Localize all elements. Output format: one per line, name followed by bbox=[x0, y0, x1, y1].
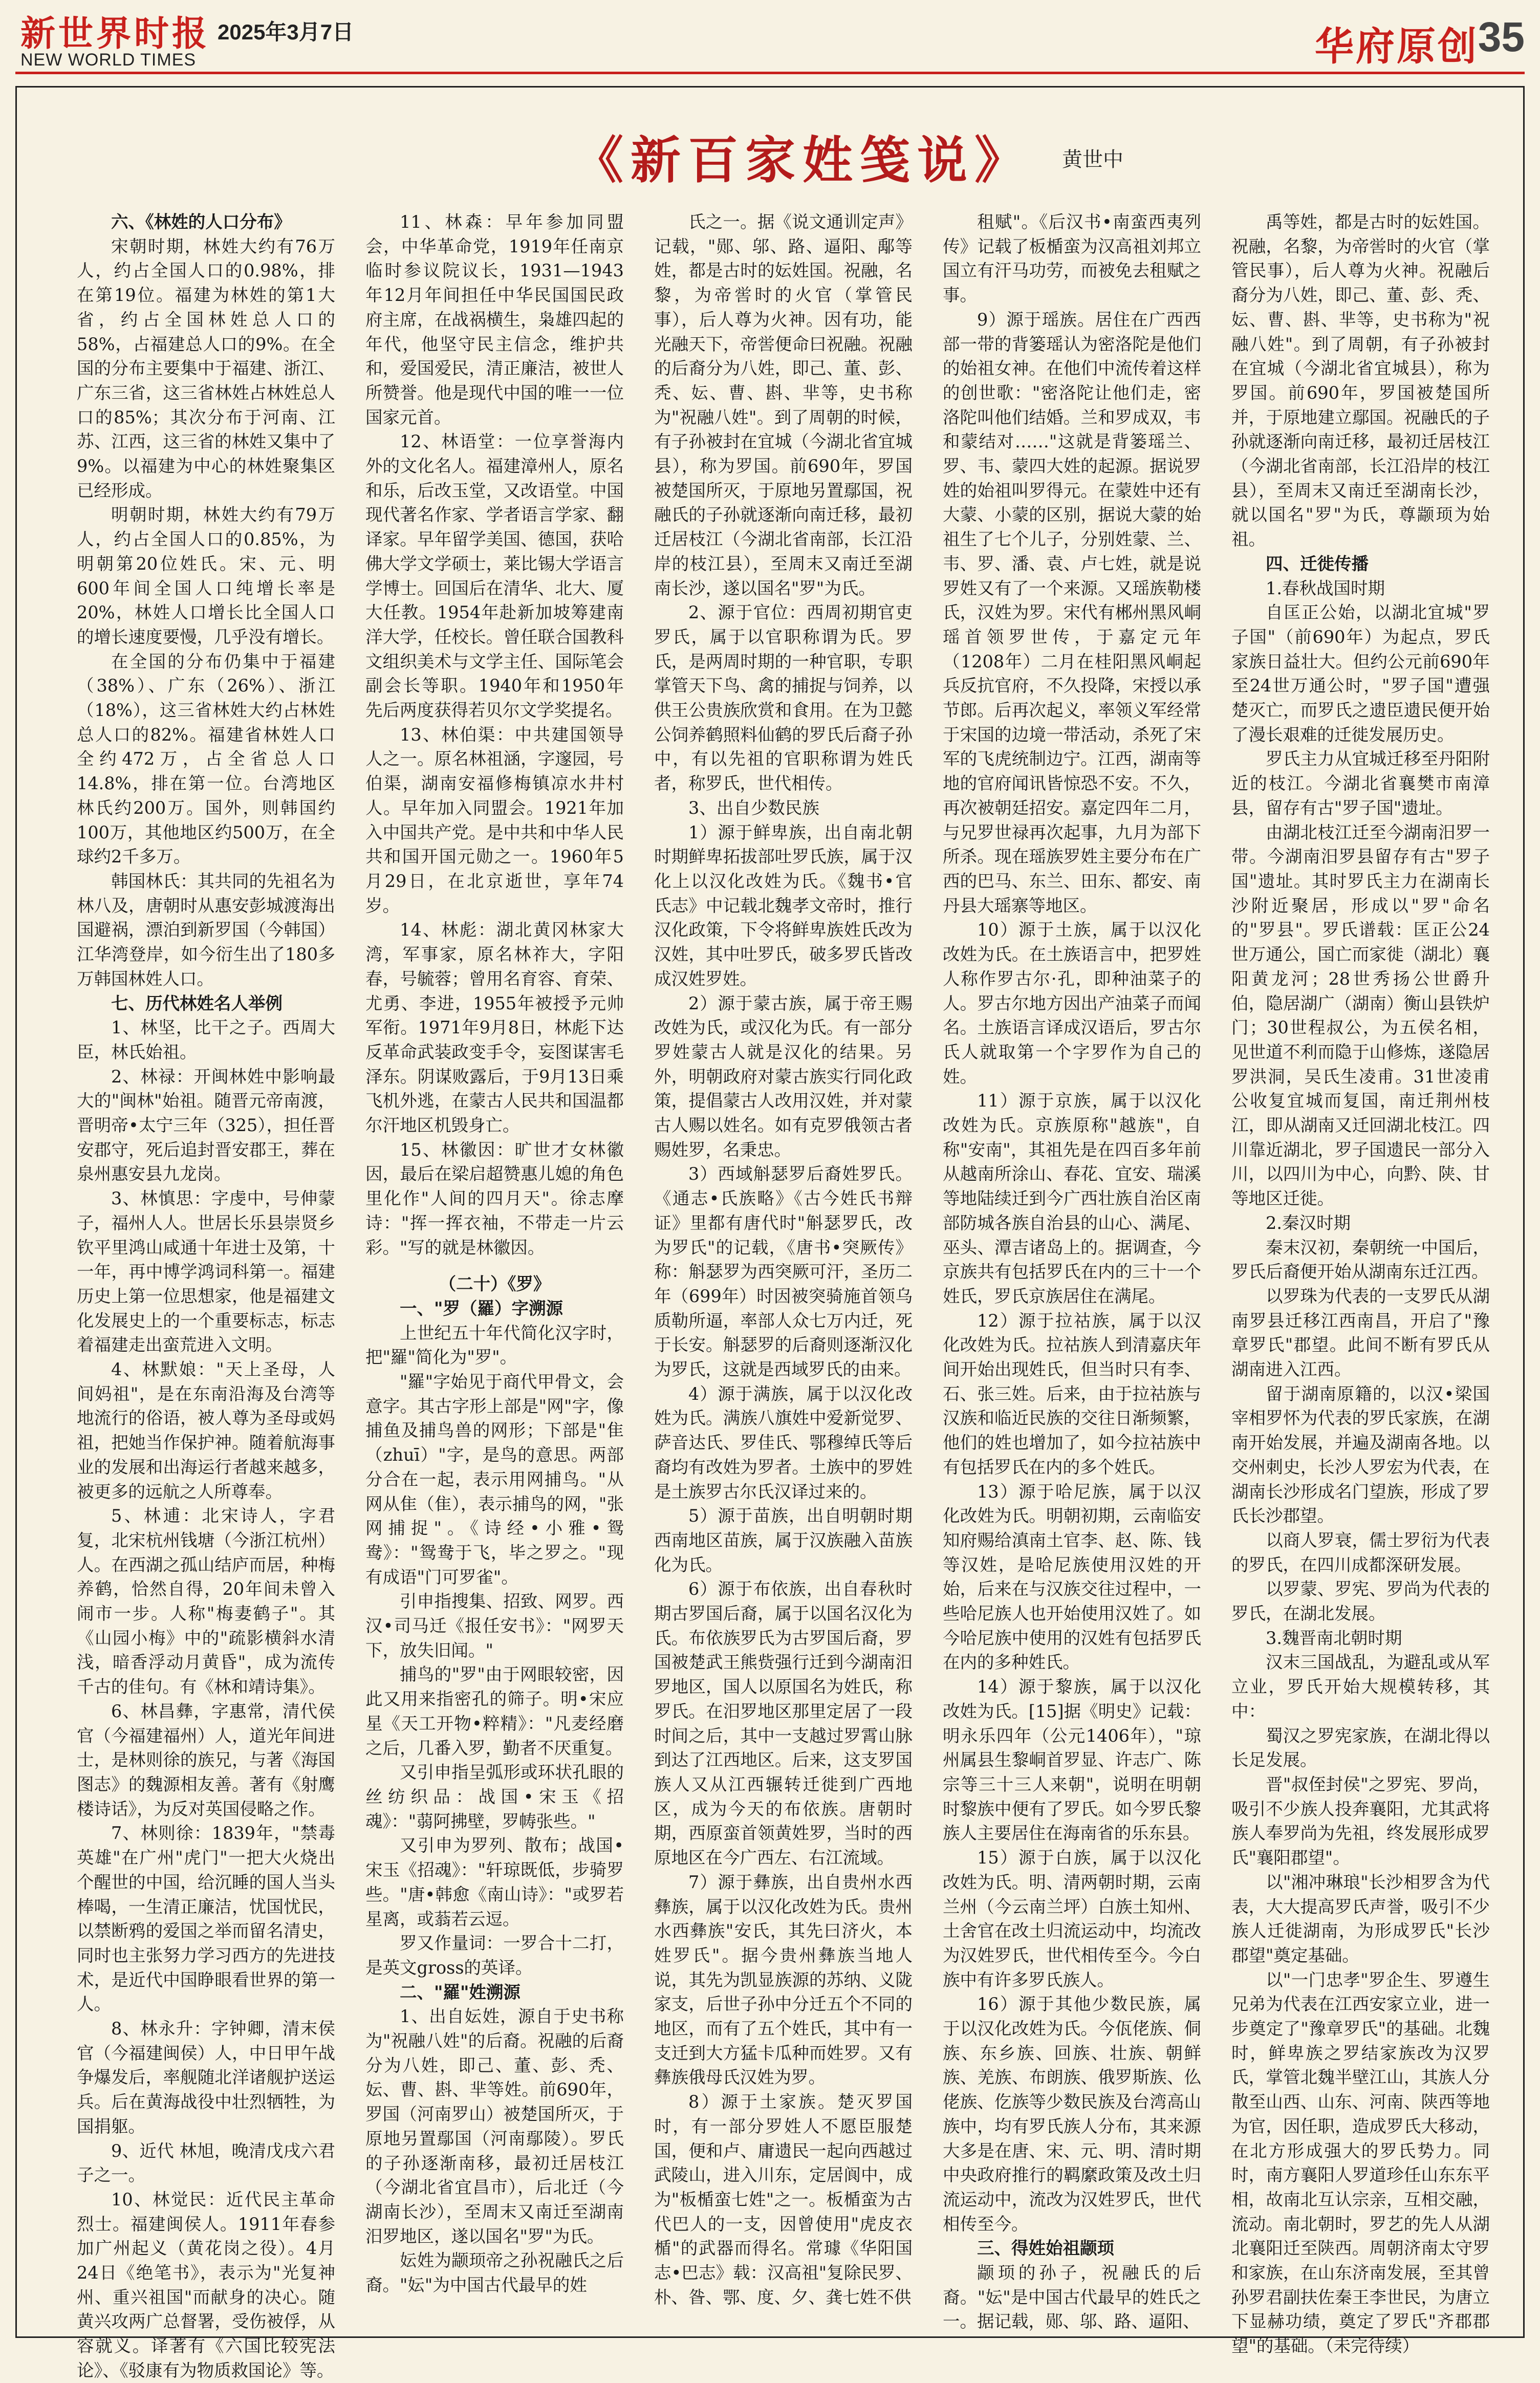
paragraph: 引申指搜集、招致、网罗。西汉•司马迁《报任安书》："网罗天下，放失旧闻。" bbox=[365, 1591, 624, 1660]
paragraph: 9、近代 林旭，晚清戊戌六君子之一。 bbox=[77, 2140, 335, 2185]
paragraph: 罗又作量词：一罗合十二打，是英文gross的英译。 bbox=[365, 1933, 624, 1978]
paragraph: 5）源于苗族，出自明朝时期西南地区苗族，属于汉族融入苗族化为氏。 bbox=[654, 1506, 913, 1575]
section-name: 华府原创 bbox=[1315, 24, 1479, 69]
spacer bbox=[365, 1260, 624, 1272]
article-body bbox=[77, 210, 1520, 2380]
paragraph: 又引申为罗列、散布；战国•宋玉《招魂》："轩琼既低，步骑罗些。"唐•韩愈《南山诗》："或罗若星离，或蓊若云逗。 bbox=[365, 1835, 624, 1929]
paragraph: 明朝时期，林姓大约有79万人，约占全国人口的0.85%，为明朝第20位姓氏。宋、元、明600年间全国人口纯增长率是20%，林姓人口增长比全国人口的增长速度要慢，几乎没有增长。 bbox=[77, 505, 335, 647]
section-heading: （二十）《罗》 bbox=[439, 1274, 551, 1294]
text-column-5 bbox=[1231, 210, 1490, 2356]
paragraph: 秦末汉初，秦朝统一中国后，罗氏后裔便开始从湖南东迁江西。 bbox=[1231, 1237, 1490, 1282]
paragraph: 2.秦汉时期 bbox=[1266, 1212, 1351, 1233]
paragraph: 颛顼的孙子，祝融氏的后裔。"妘"是中国古代最早的姓氏之一。据记载，郧、邬、路、逼阳、 bbox=[943, 2263, 1201, 2332]
paragraph: 自匡正公始，以湖北宜城"罗子国"（前690年）为起点，罗氏家族日益壮大。但约公元前690年至24世万通公时，"罗子国"遭强楚灭亡，而罗氏之遗臣遗民便开始了漫长艰难的迁徙发展历史。 bbox=[1231, 602, 1490, 745]
paragraph: 2、源于官位：西周初期官吏罗氏，属于以官职称谓为氏。罗氏，是两周时期的一种官职，专职掌管天下鸟、禽的捕捉与饲养，以供王公贵族欣赏和食用。在为卫懿公饲养鹤照料仙鹤的罗氏后裔子孙中，有以先祖的官职称谓为姓氏者，称罗氏，世代相传。 bbox=[654, 602, 913, 794]
masthead bbox=[0, 0, 1540, 77]
paragraph: 3.魏晋南北朝时期 bbox=[1266, 1628, 1402, 1648]
paragraph: 14、林彪：湖北黄冈林家大湾，军事家，原名林祚大，字阳春，号毓蓉；曾用名育容、育荣、尤勇、李进，1955年被授予元帅军衔。1971年9月8日，林彪下达反革命武装政变手令，妄图谋害毛泽东。阴谋败露后，于9月13日乘飞机外逃，在蒙古人民共和国温都尔汗地区机毁身亡。 bbox=[365, 920, 624, 1136]
paragraph: 以"一门忠孝"罗企生、罗遵生兄弟为代表在江西安家立业，进一步奠定了"豫章罗氏"的基础。北魏时，鲜卑族之罗结家族改为汉罗氏，掌管北魏半壁江山，其族人分散至山西、山东、河南、陕西等地为官，因任职，造成罗氏大移动，在北方形成强大的罗氏势力。同时，南方襄阳人罗道珍任山东东平相，故南北互认宗亲，互相交融，流动。南北朝时，罗艺的先人从湖北襄阳迁至陕西。周朝济南太守罗和家族，在山东济南发展，至其曾孙罗君副扶佐秦王李世民，为唐立下显赫功绩，奠定了罗氏"齐郡郡望"的基础。（未完待续） bbox=[1231, 1969, 1490, 2356]
page-number: 35 bbox=[1478, 14, 1525, 60]
paragraph: 6、林昌彝，字惠常，清代侯官（今福建福州）人，道光年间进士，是林则徐的族兄，与著《海国图志》的魏源相友善。著有《射鹰楼诗话》，为反对英国侵略之作。 bbox=[77, 1701, 335, 1819]
paragraph: 14）源于黎族，属于以汉化改姓为氏。[15]据《明史》记载：明永乐四年（公元1406年），"琼州属县生黎峒首罗显、许志广、陈宗等三十三人来朝"，说明在明朝时黎族中便有了罗氏。如今罗氏黎族人主要居住在海南省的乐东县。 bbox=[943, 1677, 1201, 1844]
section-heading: 三、得姓始祖颛顼 bbox=[977, 2238, 1114, 2259]
paragraph: 9）源于瑶族。居住在广西西部一带的背篓瑶认为密洛陀是他们的始祖女神。在他们中流传着这样的创世歌："密洛陀让他们走，密洛陀叫他们结婚。兰和罗成双，韦和蒙结对……"这就是背篓瑶兰、罗、韦、蒙四大姓的起源。据说罗姓的始祖叫罗得元。在蒙姓中还有大蒙、小蒙的区别，据说大蒙的始祖生了七个儿子，分别姓蒙、兰、韦、罗、潘、袁、卢七姓，就是说罗姓又有了一个来源。又瑶族勒楼氏，汉姓为罗。宋代有郴州黑风峒瑶首领罗世传，于嘉定元年（1208年）二月在桂阳黑风峒起兵反抗官府，不久投降，宋授以承节郎。后再次起义，率领义军经常于宋国的边境一带活动，杀死了宋军的飞虎统制边宁。江西，湖南等地的官府闻讯皆惊恐不安。不久，再次被朝廷招安。嘉定四年二月，与兄罗世禄再次起事，九月为部下所杀。现在瑶族罗姓主要分布在广西的巴马、东兰、田东、都安、南丹县大瑶寨等地区。 bbox=[943, 309, 1201, 916]
section-heading: 六、《林姓的人口分布》 bbox=[111, 212, 291, 232]
text-column-4 bbox=[943, 210, 1201, 2334]
paragraph: 罗氏主力从宜城迁移至丹阳附近的枝江。今湖北省襄樊市南漳县，留存有古"罗子国"遗址。 bbox=[1231, 749, 1490, 818]
paragraph: 10、林觉民：近代民主革命烈士。福建闽侯人。1911年春参加广州起义（黄花岗之役）。4月24日《绝笔书》，表示为"光复神州、重兴祖国"而献身的决心。随黄兴攻两广总督署，受伤被俘，从容就义。译著有《六国比较宪法论》、《驳康有为物质救国论》等。 bbox=[77, 2189, 335, 2380]
text-column-3 bbox=[654, 210, 913, 2334]
paragraph: 16）源于其他少数民族，属于以汉化改姓为氏。今佤佬族、侗族、东乡族、回族、壮族、朝鲜族、羌族、布朗族、俄罗斯族、仫佬族、仡族等少数民族及台湾高山族中，均有罗氏族人分布，其来源大多是在唐、宋、元、明、清时期中央政府推行的羁縻政策及改土归流运动中，流改为汉姓罗氏，世代相传至今。 bbox=[943, 1994, 1201, 2234]
paragraph: 1、林坚，比干之子。西周大臣，林氏始祖。 bbox=[77, 1017, 335, 1062]
section-heading: 一、"罗（羅）字溯源 bbox=[400, 1298, 563, 1318]
paragraph: 4、林默娘："天上圣母，人间妈祖"，是在东南沿海及台湾等地流行的俗语，被人尊为圣母或妈祖，把她当作保护神。随着航海事业的发展和出海运行者越来越多，被更多的远航之人所尊奉。 bbox=[77, 1359, 335, 1502]
paragraph: 氏之一。据《说文通训定声》记载，"郧、邬、路、逼阳、鄅等姓，都是古时的妘姓国。祝融，名黎，为帝喾时的火官（掌管民事），后人尊为火神。因有功，能光融天下，帝喾便命曰祝融。祝融的后裔分为八姓，即己、董、彭、秃、妘、曹、斟、芈等，史书称为"祝融八姓"。到了周朝的时候，有子孙被封在宜城（今湖北省宜城县），称为罗国。前690年，罗国被楚国所灭，于原地另置鄢国，祝融氏的子孙就逐渐向南迁移，最初迁居枝江（今湖北省南部，长江沿岸的枝江县），至周末又南迁至湖南长沙，遂以国名"罗"为氏。 bbox=[654, 212, 913, 598]
paragraph: 1、出自妘姓，源自于史书称为"祝融八姓"的后裔。祝融的后裔分为八姓，即己、董、彭、秃、妘、曹、斟、芈等姓。前690年，罗国（河南罗山）被楚国所灭，于原地另置鄢国（河南鄢陵）。罗氏的子孙逐渐南移，最初迁居枝江（今湖北省宜昌市），后北迁（今湖南长沙），至周末又南迁至湖南汨罗地区，遂以国名"罗"为氏。 bbox=[365, 2006, 624, 2246]
paragraph: 13）源于哈尼族，属于以汉化改姓为氏。明朝初期，云南临安知府赐给滇南土官李、赵、陈、钱等汉姓，是哈尼族使用汉姓的开始，后来在与汉族交往过程中，一些哈尼族人也开始使用汉姓了。如今哈尼族中使用的汉姓有包括罗氏在内的多种姓氏。 bbox=[943, 1481, 1201, 1673]
issue-date: 2025年3月7日 bbox=[218, 20, 354, 44]
paragraph: 妘姓为颛顼帝之孙祝融氏之后裔。"妘"为中国古代最早的姓 bbox=[365, 2250, 624, 2295]
paragraph: 7、林则徐：1839年，"禁毒英雄"在广州"虎门"一把大火烧出个醒世的中国，给沉睡的国人当头棒喝，一生清正廉洁，忧国忧民，以禁断鸦的爱国之举而留名清史，同时也主张努力学习西方的先进技术，是近代中国睁眼看世界的第一人。 bbox=[77, 1823, 335, 2014]
paragraph: 宋朝时期，林姓大约有76万人，约占全国人口的0.98%，排在第19位。福建为林姓的第1大省，约占全国林姓总人口的58%，占福建总人口的9%。在全国的分布主要集中于福建、浙江、广东三省，这三省林姓占林姓总人口的85%；其次分布于河南、江苏、江西，这三省的林姓又集中了9%。以福建为中心的林姓聚集区已经形成。 bbox=[77, 236, 335, 501]
section-heading: 二、"羅"姓溯源 bbox=[400, 1982, 520, 2002]
paragraph: 汉末三国战乱，为避乱或从军立业，罗氏开始大规模转移，其中： bbox=[1231, 1652, 1490, 1721]
newspaper-name-english: NEW WORLD TIMES bbox=[20, 50, 197, 70]
paragraph: 8、林永升：字钟卿，清末侯官（今福建闽侯）人，中日甲午战争爆发后，率舰随北洋诸舰护送运兵。后在黄海战役中壮烈牺牲，为国捐躯。 bbox=[77, 2019, 335, 2136]
paragraph: 捕鸟的"罗"由于网眼较密，因此又用来指密孔的筛子。明•宋应星《天工开物•粹精》："凡麦经磨之后，几番入罗，勤者不厌重复。 bbox=[365, 1664, 624, 1758]
paragraph: 上世纪五十年代简化汉字时，把"羅"简化为"罗"。 bbox=[365, 1323, 624, 1368]
paragraph: 晋"叔侄封侯"之罗宪、罗尚，吸引不少族人投奔襄阳，尤其武将族人奉罗尚为先祖，终发展形成罗氏"襄阳郡望"。 bbox=[1231, 1774, 1490, 1868]
paragraph: 蜀汉之罗宪家族，在湖北得以长足发展。 bbox=[1231, 1725, 1490, 1770]
paragraph: 以"湘冲琳琅"长沙相罗含为代表，大大提高罗氏声誉，吸引不少族人迁徙湖南，为形成罗氏"长沙郡望"奠定基础。 bbox=[1231, 1872, 1490, 1965]
paragraph: 禹等姓，都是古时的妘姓国。祝融，名黎，为帝喾时的火官（掌管民事），后人尊为火神。祝融后裔分为八姓，即己、董、彭、秃、妘、曹、斟、芈等，史书称为"祝融八姓"。到了周朝，有子孙被封在宜城（今湖北省宜城县），称为罗国。前690年，罗国被楚国所并，于原地建立鄢国。祝融氏的子孙就逐渐向南迁移，最初迁居枝江（今湖北省南部，长江沿岸的枝江县），至周末又南迁至湖南长沙，就以国名"罗"为氏，尊颛顼为始祖。 bbox=[1231, 212, 1490, 550]
paragraph: 12）源于拉祜族，属于以汉化改姓为氏。拉祜族人到清嘉庆年间开始出现姓氏，但当时只有李、石、张三姓。后来，由于拉祜族与汉族和临近民族的交往日渐频繁，他们的姓也增加了，如今拉祜族中有包括罗氏在内的多个姓氏。 bbox=[943, 1310, 1201, 1477]
paragraph: 13、林伯渠：中共建国领导人之一。原名林祖涵，字邃园，号伯渠，湖南安福修梅镇凉水井村人。早年加入同盟会。1921年加入中国共产党。是中共和中华人民共和国开国元勋之一。1960年5月29日，在北京逝世，享年74岁。 bbox=[365, 724, 624, 916]
paragraph: 1）源于鲜卑族，出自南北朝时期鲜卑拓拔部吐罗氏族，属于汉化上以汉化改姓为氏。《魏书•官氏志》中记载北魏孝文帝时，推行汉化政策，下令将鲜卑族姓氏改为汉姓，其中吐罗氏，破多罗氏皆改成汉姓罗姓。 bbox=[654, 822, 913, 989]
text-column-1 bbox=[77, 210, 335, 2380]
paragraph: 3、出自少数民族 bbox=[688, 797, 819, 818]
article-title: 《新百家姓笺说》 bbox=[573, 131, 1032, 190]
paragraph: 2、林禄：开闽林姓中影响最大的"闽林"始祖。随晋元帝南渡，晋明帝•太宁三年（325），担任晋安郡守，死后追封晋安郡王，葬在泉州惠安县九龙岗。 bbox=[77, 1066, 335, 1184]
article-author: 黄世中 bbox=[1062, 148, 1123, 171]
paragraph: 韩国林氏：其共同的先祖名为林八及，唐朝时从惠安彭城渡海出国避祸，漂泊到新罗国（今韩国）江华湾登岸，如今衍生出了180多万韩国林姓人口。 bbox=[77, 871, 335, 989]
paragraph: 15）源于白族，属于以汉化改姓为氏。明、清两朝时期，云南兰州（今云南兰坪）白族土知州、土舍官在改土归流运动中，均流改为汉姓罗氏，世代相传至今。今白族中有许多罗氏族人。 bbox=[943, 1848, 1201, 1990]
paragraph: 8）源于土家族。楚灭罗国时，有一部分罗姓人不愿臣服楚国，便和卢、庸遗民一起向西越过武陵山，进入川东，定居阆中，成为"板楯蛮七姓"之一。板楯蛮为古代巴人的一支，因曾使用"虎皮衣楯"的武器而得名。常璩《华阳国志•巴志》载：汉高祖"复除民罗、朴、昝、鄂、度、夕、龚七姓不供 bbox=[654, 2092, 913, 2307]
paragraph: 15、林徽因：旷世才女林徽因，最后在梁启超赞惠儿媳的角色里化作"人间的四月天"。徐志摩诗："挥一挥衣袖，不带走一片云彩。"写的就是林徽因。 bbox=[365, 1139, 624, 1258]
paragraph: "羅"字始见于商代甲骨文，会意字。其古字形上部是"网"字，像捕鱼及捕鸟兽的网形；下部是"隹（zhuī）"字，是鸟的意思。两部分合在一起，表示用网捕鸟。"从网从隹（隹），表示捕鸟的网，"张网捕捉"。《诗经•小雅•鸳鸯》："鸳鸯于飞，毕之罗之。"现有成语"门可罗雀"。 bbox=[365, 1372, 624, 1587]
paragraph: 6）源于布依族，出自春秋时期古罗国后裔，属于以国名汉化为氏。布依族罗氏为古罗国后裔，罗国被楚武王熊赀强行迁到今湖南汨罗地区，国人以原国名为姓氏，称罗氏。在汨罗地区那里定居了一段时间之后，其中一支越过罗霄山脉到达了江西地区。后来，这支罗国族人又从江西辗转迁徙到广西地区，成为今天的布依族。唐朝时期，西原蛮首领黄姓罗，当时的西原地区在今广西左、右江流域。 bbox=[654, 1579, 913, 1868]
paragraph: 12、林语堂：一位享誉海内外的文化名人。福建漳州人，原名和乐，后改玉堂，又改语堂。中国现代著名作家、学者语言学家、翻译家。早年留学美国、德国，获哈佛大学文学硕士，莱比锡大学语言学博士。回国后在清华、北大、厦大任教。1954年赴新加坡筹建南洋大学，任校长。曾任联合国教科文组织美术与文学主任、国际笔会副会长等职。1940年和1950年先后两度获得若贝尔文学奖提名。 bbox=[365, 431, 624, 721]
paragraph: 1.春秋战国时期 bbox=[1266, 578, 1385, 598]
paragraph: 10）源于土族，属于以汉化改姓为氏。在土族语言中，把罗姓人称作罗古尔·孔，即种油菜子的人。罗古尔地方因出产油菜子而闻名。土族语言译成汉语后，罗古尔氏人就取第一个字罗作为自己的姓。 bbox=[943, 920, 1201, 1087]
paragraph: 由湖北枝江迁至今湖南汨罗一带。今湖南汨罗县留存有古"罗子国"遗址。其时罗氏主力在湖南长沙附近聚居，形成以"罗"命名的"罗县"。罗氏谱载：匡正公24世万通公，国亡而家徙（湖北）襄阳黄龙河；28世秀扬公世爵升伯，隐居湖广（湖南）衡山县铁炉门；30世程叔公，为五侯名相，见世道不利而隐于山修炼，遂隐居罗洪洞，吴氏生凌甫。31世凌甫公收复宜城而复国，南迁荆州枝江，即从湖南又迁回湖北枝江。四川靠近湖北，罗子国遗民一部分入川，以四川为中心，向黔、陕、甘等地区迁徙。 bbox=[1231, 822, 1490, 1209]
text-column-2 bbox=[365, 210, 624, 2334]
paragraph: 11、林森：早年参加同盟会，中华革命党，1919年任南京临时参议院议长，1931—1943年12月年间担任中华民国国民政府主席，在战祸横生，枭雄四起的年代，他坚守民主信念，维护共和，爱国爱民，清正廉洁，被世人所赞誉。他是现代中国的唯一一位国家元首。 bbox=[365, 212, 624, 427]
paragraph: 3）西域斛瑟罗后裔姓罗氏。《通志•氏族略》《古今姓氏书辩证》里都有唐代时"斛瑟罗氏，改为罗氏"的记载，《唐书•突厥传》称：斛瑟罗为西突厥可汗，圣历二年（699年）时因被突骑施首领乌质勒所逼，率部人众七万内迁，死于长安。斛瑟罗的后裔则逐渐汉化为罗氏，这就是西域罗氏的由来。 bbox=[654, 1164, 913, 1380]
paragraph: 7）源于彝族，出自贵州水西彝族，属于以汉化改姓为氏。贵州水西彝族"安氏，其先曰济火，本姓罗氏"。据今贵州彝族当地人说，其先为凯显族源的苏纳、义陇家支，后世子孙中分迁五个不同的地区，而有了五个姓氏，其中有一支迁到大方猛卡瓜种而姓罗。又有彝族俄母氏汉姓为罗。 bbox=[654, 1872, 913, 2088]
paragraph: 在全国的分布仍集中于福建（38%）、广东（26%）、浙江（18%），这三省林姓大约占林姓总人口的82%。福建省林姓人口全约472万，占全省总人口14.8%，排在第一位。台湾地区林氏约200万。国外，则韩国约100万，其他地区约500万，在全球约2千多万。 bbox=[77, 651, 335, 867]
paragraph: 5、林逋：北宋诗人，字君复，北宋杭州钱塘（今浙江杭州）人。在西湖之孤山结庐而居，种梅养鹤，恰然自得，20年间未曾入闹市一步。人称"梅妻鹤子"。其《山园小梅》中的"疏影横斜水清浅，暗香浮动月黄昏"，成为流传千古的佳句。有《林和靖诗集》。 bbox=[77, 1506, 335, 1697]
newspaper-logo: 新世界时报 bbox=[20, 13, 210, 54]
paragraph: 留于湖南原籍的，以汉•梁国宰相罗怀为代表的罗氏家族，在湖南开始发展，并遍及湖南各地。以交州刺史，长沙人罗宏为代表，在湖南长沙形成名门望族，形成了罗氏长沙郡望。 bbox=[1231, 1383, 1490, 1526]
paragraph: 租赋"。《后汉书•南蛮西夷列传》记载了板楯蛮为汉高祖刘邦立国立有汗马功劳，而被免去租赋之事。 bbox=[943, 212, 1201, 306]
paragraph: 11）源于京族，属于以汉化改姓为氏。京族原称"越族"，自称"安南"，其祖先是在四百多年前从越南所涂山、春花、宜安、瑞溪等地陆续迁到今广西壮族自治区南部防城各族自治县的山心、满尾、巫头、潭吉诸岛上的。据调查，今京族共有包括罗氏在内的三十一个姓氏，罗氏京族居住在满尾。 bbox=[943, 1091, 1201, 1306]
paragraph: 2）源于蒙古族，属于帝王赐改姓为氏，或汉化为氏。有一部分罗姓蒙古人就是汉化的结果。另外，明朝政府对蒙古族实行同化政策，提倡蒙古人改用汉姓，并对蒙古人赐以姓名。如有克罗俄领古者赐姓罗，名秉忠。 bbox=[654, 993, 913, 1160]
paragraph: 4）源于满族，属于以汉化改姓为氏。满族八旗姓中爱新觉罗、萨音达氏、罗佳氏、鄂穆绰氏等后裔均有改姓为罗者。土族中的罗姓是土族罗古尔氏汉译过来的。 bbox=[654, 1383, 913, 1502]
paragraph: 以商人罗衰，儒士罗衍为代表的罗氏，在四川成都深研发展。 bbox=[1231, 1530, 1490, 1575]
paragraph: 又引申指呈弧形或环状孔眼的丝纺织品：战国•宋玉《招魂》："蒻阿拂壁，罗帱张些。" bbox=[365, 1762, 624, 1831]
header-rule bbox=[15, 72, 1525, 74]
section-heading: 七、历代林姓名人举例 bbox=[111, 993, 283, 1013]
section-heading: 四、迁徙传播 bbox=[1266, 553, 1369, 574]
paragraph: 以罗珠为代表的一支罗氏从湖南罗县迁移江西南昌，开启了"豫章罗氏"郡望。此间不断有罗氏从湖南进入江西。 bbox=[1231, 1286, 1490, 1380]
paragraph: 3、林慎思：字虔中，号伸蒙子，福州人人。世居长乐县崇贤乡钦平里鸿山咸通十年进士及第，十一年，再中博学鸿词科第一。福建历史上第一位思想家，他是福建文化发展史上的一个重要标志，标志着福建走出蛮荒进入文明。 bbox=[77, 1188, 335, 1355]
paragraph: 以罗蒙、罗宪、罗尚为代表的罗氏，在湖北发展。 bbox=[1231, 1579, 1490, 1624]
